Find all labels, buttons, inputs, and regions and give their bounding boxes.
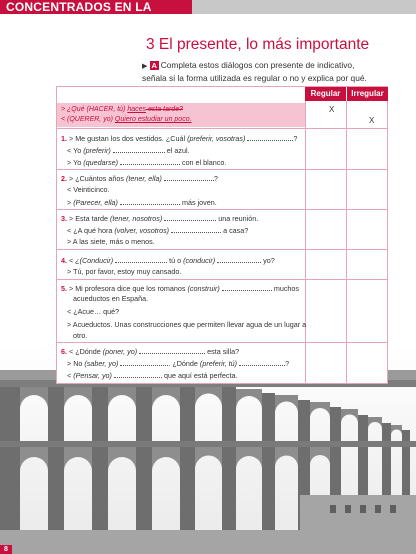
column-divider [305, 101, 306, 383]
dialogue-line: > (Parecer, ella) más joven. [67, 198, 217, 207]
dialogue-line: 3. > Esta tarde (tener, nosotros) una reunión. [61, 214, 259, 223]
answer-blank[interactable] [222, 283, 272, 291]
dialogue-line: 6. < ¿Dónde (poner, yo) esta silla? [61, 347, 240, 356]
answer-blank[interactable] [171, 225, 221, 233]
answer-blank[interactable] [239, 358, 285, 366]
answer-blank[interactable] [115, 255, 167, 263]
exercise-card [56, 86, 388, 384]
column-divider [346, 101, 347, 383]
example-line: > ¿Qué (HACER, tú) haces esta tarde? [61, 106, 183, 113]
dialogue-line: 1. > Me gustan los dos vestidos. ¿Cuál (preferir, vosotras) ? [61, 134, 298, 143]
dialogue-line: > Acueductos. Unas construcciones que permiten llevar agua de un lugar a [67, 320, 307, 329]
row-divider [57, 169, 387, 170]
dialogue-line: 2. > ¿Cuántos años (tener, ella) ? [61, 174, 218, 183]
answer-blank[interactable] [217, 255, 261, 263]
answer-blank[interactable] [164, 213, 216, 221]
dialogue-line: < ¿A qué hora (volver, vosotros) a casa? [67, 226, 249, 235]
answer-blank[interactable] [120, 157, 180, 165]
dialogue-line: < (Pensar, yo) que aquí está perfecta. [67, 371, 238, 380]
row-divider [57, 209, 387, 210]
dialogue-line: otro. [73, 331, 88, 340]
section-title: 3 El presente, lo más importante [146, 36, 370, 53]
row-divider [57, 279, 387, 280]
irregular-check-mark: X [329, 105, 335, 114]
dialogue-line: > A las siete, más o menos. [67, 237, 155, 246]
dialogue-line: 5. > Mi profesora dice que los romanos (construir) muchos [61, 284, 299, 293]
row-divider [57, 128, 387, 129]
pointer-arrow-icon: ▶ [142, 63, 148, 70]
instruction-text: Completa estos diálogos con presente de indicativo, señala si la forma utilizada es regular o no y explica por qué. [142, 60, 367, 83]
regular-check-mark: X [369, 116, 375, 125]
column-header-irregular: Irregular [347, 87, 388, 101]
page-number: 8 [0, 545, 12, 554]
dialogue-line: < Yo (preferir) el azul. [67, 146, 190, 155]
dialogue-line: < Veinticinco. [67, 185, 110, 194]
dialogue-line: 4. < ¿(Conducir) tú o (conducir) yo? [61, 256, 275, 265]
example-line: < (QUERER, yo) Quiero estudiar un poco. [61, 116, 192, 123]
dialogue-line: acueductos en España. [73, 294, 149, 303]
answer-blank[interactable] [113, 145, 165, 153]
dialogue-line: > Yo (quedarse) con el blanco. [67, 158, 227, 167]
dialogue-line: < ¿Acue… qué? [67, 307, 120, 316]
row-divider [57, 342, 387, 343]
row-divider [57, 249, 387, 250]
answer-blank[interactable] [139, 346, 205, 354]
answer-blank[interactable] [114, 370, 162, 378]
chapter-header: CONCENTRADOS EN LA LENGUA [0, 0, 192, 14]
answer-blank[interactable] [120, 197, 180, 205]
example-block [57, 103, 305, 127]
exercise-letter-badge: A [151, 61, 157, 70]
dialogue-line: > No (saber, yo) . ¿Dónde (preferir, tú) ? [67, 359, 290, 368]
answer-blank[interactable] [164, 173, 214, 181]
answer-blank[interactable] [247, 133, 293, 141]
dialogue-line: > Tú, por favor, estoy muy cansado. [67, 267, 182, 276]
answer-blank[interactable] [120, 358, 168, 366]
column-header-regular: Regular [305, 87, 346, 101]
